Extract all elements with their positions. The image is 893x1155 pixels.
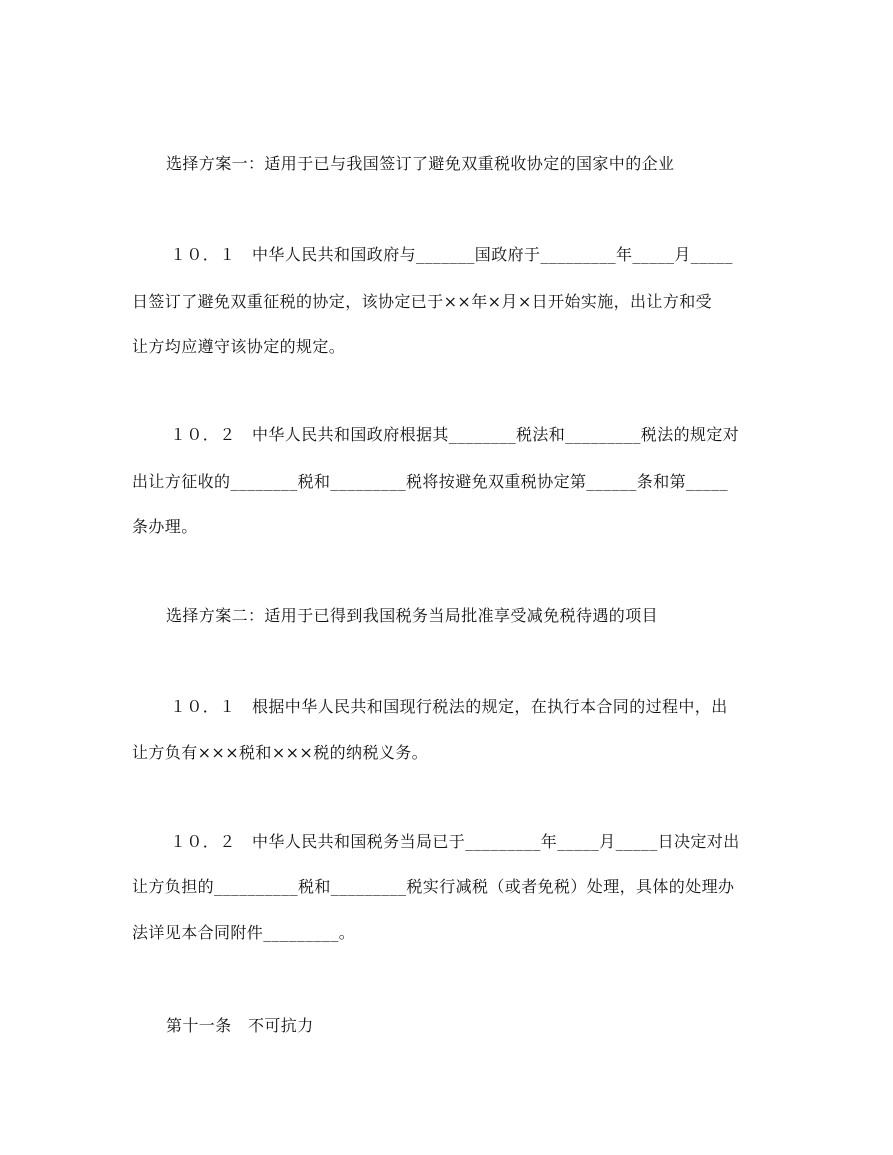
option2-clause2-line3: 法详见本合同附件_________。 xyxy=(132,923,356,942)
option1-clause2-line1: １０．２ 中华人民共和国政府根据其________税法和_________税法的规定对 xyxy=(170,425,740,444)
option1-clause1-line3: 让方均应遵守该协定的规定。 xyxy=(132,337,346,356)
option1-heading: 选择方案一：适用于已与我国签订了避免双重税收协定的国家中的企业 xyxy=(166,154,675,173)
article11-heading: 第十一条 不可抗力 xyxy=(166,1016,314,1035)
option2-clause1-line2: 让方负有×××税和×××税的纳税义务。 xyxy=(132,743,429,762)
option1-clause1-line1: １０．１ 中华人民共和国政府与_______国政府于_________年_____月_____ xyxy=(170,245,733,264)
option2-clause1-line1: １０．１ 根据中华人民共和国现行税法的规定，在执行本合同的过程中，出 xyxy=(170,697,728,716)
option2-clause2-line1: １０．２ 中华人民共和国税务当局已于_________年_____月_____日决定对出 xyxy=(170,832,740,851)
option2-heading: 选择方案二：适用于已得到我国税务当局批准享受减免税待遇的项目 xyxy=(166,606,659,625)
option2-clause2-line2: 让方负担的__________税和_________税实行减税（或者免税）处理，具体的处理办 xyxy=(132,877,735,896)
option1-clause2-line3: 条办理。 xyxy=(132,517,198,536)
option1-clause1-line2: 日签订了避免双重征税的协定，该协定已于××年×月×日开始实施，出让方和受 xyxy=(132,292,713,311)
option1-clause2-line2: 出让方征收的________税和_________税将按避免双重税协定第______条和第_____ xyxy=(132,472,729,491)
